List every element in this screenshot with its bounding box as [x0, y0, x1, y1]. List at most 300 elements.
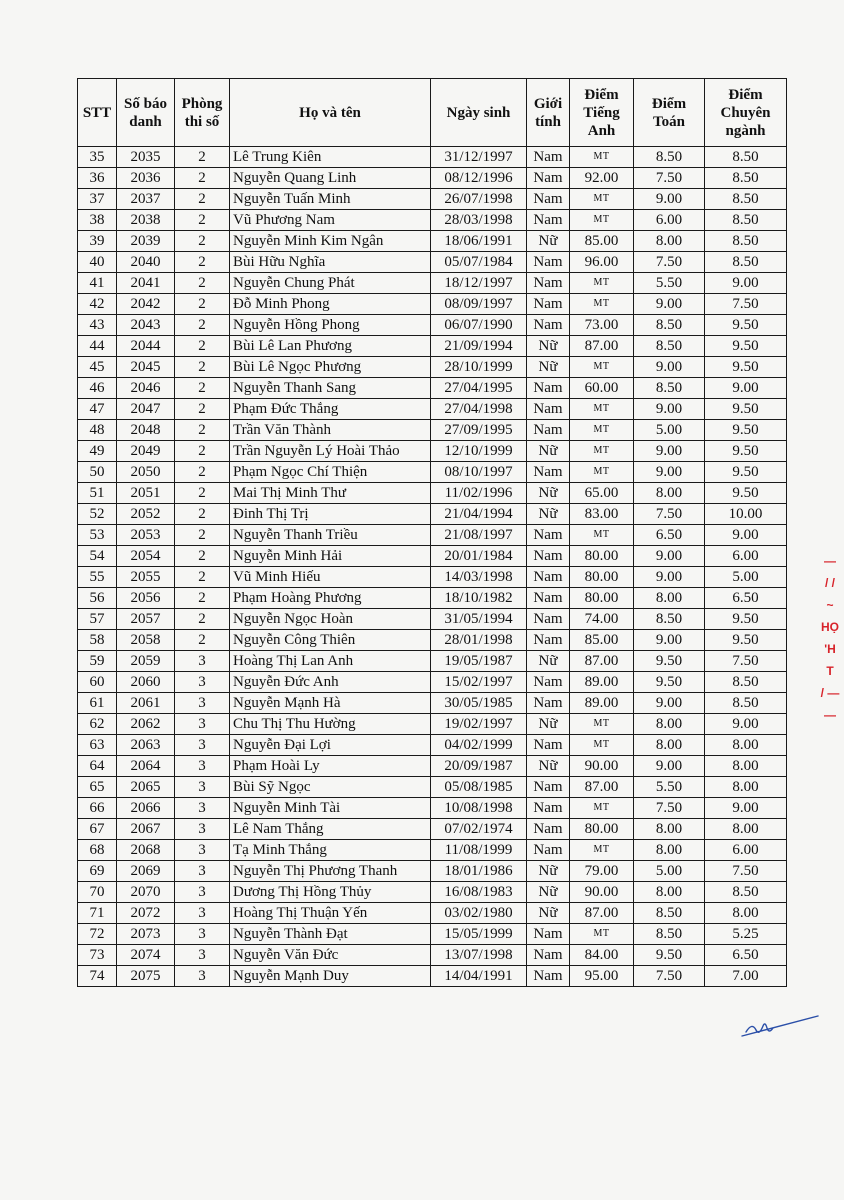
- math-score-cell: 7.50: [634, 966, 705, 987]
- table-row: [78, 378, 787, 399]
- row-number-cell: 36: [78, 168, 117, 189]
- math-score-cell: 9.50: [634, 651, 705, 672]
- row-number-cell: 47: [78, 399, 117, 420]
- row-number-cell: 45: [78, 357, 117, 378]
- gender-cell: Nam: [527, 966, 570, 987]
- english-score-cell: MT: [570, 357, 634, 378]
- major-score-cell: 9.50: [705, 420, 787, 441]
- gender-cell: Nữ: [527, 504, 570, 525]
- math-score-cell: 8.00: [634, 819, 705, 840]
- table-row: [78, 882, 787, 903]
- english-score-cell: 87.00: [570, 651, 634, 672]
- stamp-text: HỌ: [821, 620, 839, 634]
- full-name-cell: Hoàng Thị Thuận Yến: [230, 903, 431, 924]
- row-number-cell: 71: [78, 903, 117, 924]
- birth-date-cell: 27/04/1998: [431, 399, 527, 420]
- gender-cell: Nữ: [527, 483, 570, 504]
- row-number-cell: 74: [78, 966, 117, 987]
- exam-room-cell: 2: [175, 294, 230, 315]
- exam-room-cell: 2: [175, 630, 230, 651]
- full-name-cell: Mai Thị Minh Thư: [230, 483, 431, 504]
- major-score-cell: 8.00: [705, 903, 787, 924]
- candidate-number-cell: 2057: [117, 609, 175, 630]
- birth-date-cell: 27/09/1995: [431, 420, 527, 441]
- row-number-cell: 65: [78, 777, 117, 798]
- row-number-cell: 63: [78, 735, 117, 756]
- english-score-cell: 95.00: [570, 966, 634, 987]
- math-score-cell: 8.50: [634, 378, 705, 399]
- english-score-cell: 90.00: [570, 756, 634, 777]
- candidate-number-cell: 2068: [117, 840, 175, 861]
- gender-cell: Nam: [527, 672, 570, 693]
- gender-cell: Nam: [527, 588, 570, 609]
- candidate-number-cell: 2061: [117, 693, 175, 714]
- full-name-cell: Nguyễn Văn Đức: [230, 945, 431, 966]
- major-score-cell: 8.00: [705, 777, 787, 798]
- candidate-number-cell: 2049: [117, 441, 175, 462]
- exam-room-cell: 3: [175, 903, 230, 924]
- gender-cell: Nữ: [527, 357, 570, 378]
- full-name-cell: Nguyễn Hồng Phong: [230, 315, 431, 336]
- table-row: [78, 651, 787, 672]
- table-row: [78, 441, 787, 462]
- math-score-cell: 9.00: [634, 567, 705, 588]
- full-name-cell: Nguyễn Minh Kim Ngân: [230, 231, 431, 252]
- english-score-cell: MT: [570, 924, 634, 945]
- full-name-cell: Nguyễn Mạnh Hà: [230, 693, 431, 714]
- table-row: [78, 861, 787, 882]
- english-score-cell: 92.00: [570, 168, 634, 189]
- column-header: Điểm Tiếng Anh: [570, 79, 634, 147]
- full-name-cell: Bùi Lê Ngọc Phương: [230, 357, 431, 378]
- english-score-cell: 87.00: [570, 777, 634, 798]
- major-score-cell: 8.50: [705, 231, 787, 252]
- candidate-number-cell: 2054: [117, 546, 175, 567]
- math-score-cell: 8.00: [634, 735, 705, 756]
- major-score-cell: 9.00: [705, 273, 787, 294]
- full-name-cell: Lê Nam Thắng: [230, 819, 431, 840]
- column-header: Ngày sinh: [431, 79, 527, 147]
- table-row: [78, 504, 787, 525]
- english-score-cell: MT: [570, 714, 634, 735]
- english-score-cell: MT: [570, 420, 634, 441]
- english-score-cell: 80.00: [570, 567, 634, 588]
- birth-date-cell: 11/02/1996: [431, 483, 527, 504]
- gender-cell: Nam: [527, 420, 570, 441]
- birth-date-cell: 19/02/1997: [431, 714, 527, 735]
- exam-room-cell: 3: [175, 798, 230, 819]
- column-header: Giới tính: [527, 79, 570, 147]
- exam-room-cell: 3: [175, 693, 230, 714]
- table-row: [78, 756, 787, 777]
- exam-room-cell: 3: [175, 924, 230, 945]
- birth-date-cell: 31/12/1997: [431, 147, 527, 168]
- major-score-cell: 8.00: [705, 756, 787, 777]
- table-row: [78, 714, 787, 735]
- gender-cell: Nam: [527, 525, 570, 546]
- exam-room-cell: 2: [175, 252, 230, 273]
- row-number-cell: 64: [78, 756, 117, 777]
- exam-room-cell: 2: [175, 273, 230, 294]
- row-number-cell: 38: [78, 210, 117, 231]
- english-score-cell: 80.00: [570, 819, 634, 840]
- major-score-cell: 8.50: [705, 693, 787, 714]
- table-row: [78, 189, 787, 210]
- math-score-cell: 8.00: [634, 882, 705, 903]
- birth-date-cell: 03/02/1980: [431, 903, 527, 924]
- english-score-cell: 73.00: [570, 315, 634, 336]
- stamp-text: 'H: [824, 642, 836, 656]
- birth-date-cell: 07/02/1974: [431, 819, 527, 840]
- full-name-cell: Nguyễn Thanh Triều: [230, 525, 431, 546]
- row-number-cell: 35: [78, 147, 117, 168]
- birth-date-cell: 14/03/1998: [431, 567, 527, 588]
- english-score-cell: 74.00: [570, 609, 634, 630]
- major-score-cell: 7.00: [705, 966, 787, 987]
- stamp-text: / /: [824, 576, 835, 590]
- major-score-cell: 9.50: [705, 399, 787, 420]
- major-score-cell: 5.25: [705, 924, 787, 945]
- math-score-cell: 9.00: [634, 630, 705, 651]
- gender-cell: Nam: [527, 189, 570, 210]
- row-number-cell: 46: [78, 378, 117, 399]
- english-score-cell: MT: [570, 294, 634, 315]
- gender-cell: Nam: [527, 399, 570, 420]
- math-score-cell: 9.00: [634, 357, 705, 378]
- exam-room-cell: 3: [175, 861, 230, 882]
- gender-cell: Nam: [527, 252, 570, 273]
- full-name-cell: Đỗ Minh Phong: [230, 294, 431, 315]
- major-score-cell: 9.50: [705, 630, 787, 651]
- full-name-cell: Nguyễn Thành Đạt: [230, 924, 431, 945]
- full-name-cell: Nguyễn Đức Anh: [230, 672, 431, 693]
- table-row: [78, 777, 787, 798]
- candidate-number-cell: 2043: [117, 315, 175, 336]
- candidate-number-cell: 2064: [117, 756, 175, 777]
- birth-date-cell: 28/03/1998: [431, 210, 527, 231]
- exam-room-cell: 2: [175, 441, 230, 462]
- candidate-number-cell: 2062: [117, 714, 175, 735]
- gender-cell: Nam: [527, 840, 570, 861]
- row-number-cell: 68: [78, 840, 117, 861]
- candidate-number-cell: 2048: [117, 420, 175, 441]
- birth-date-cell: 21/09/1994: [431, 336, 527, 357]
- candidate-number-cell: 2037: [117, 189, 175, 210]
- exam-room-cell: 3: [175, 672, 230, 693]
- column-header: Điểm Toán: [634, 79, 705, 147]
- full-name-cell: Bùi Lê Lan Phương: [230, 336, 431, 357]
- table-row: [78, 819, 787, 840]
- candidate-number-cell: 2042: [117, 294, 175, 315]
- candidate-number-cell: 2045: [117, 357, 175, 378]
- math-score-cell: 7.50: [634, 168, 705, 189]
- table-row: [78, 588, 787, 609]
- math-score-cell: 9.00: [634, 462, 705, 483]
- full-name-cell: Phạm Đức Thắng: [230, 399, 431, 420]
- birth-date-cell: 20/09/1987: [431, 756, 527, 777]
- candidate-number-cell: 2041: [117, 273, 175, 294]
- candidate-number-cell: 2056: [117, 588, 175, 609]
- full-name-cell: Nguyễn Minh Tài: [230, 798, 431, 819]
- english-score-cell: 90.00: [570, 882, 634, 903]
- table-body: [78, 147, 787, 987]
- full-name-cell: Lê Trung Kiên: [230, 147, 431, 168]
- math-score-cell: 5.50: [634, 273, 705, 294]
- gender-cell: Nữ: [527, 756, 570, 777]
- full-name-cell: Nguyễn Minh Hải: [230, 546, 431, 567]
- major-score-cell: 9.00: [705, 378, 787, 399]
- full-name-cell: Phạm Hoài Ly: [230, 756, 431, 777]
- candidate-number-cell: 2066: [117, 798, 175, 819]
- full-name-cell: Phạm Ngọc Chí Thiện: [230, 462, 431, 483]
- exam-room-cell: 2: [175, 231, 230, 252]
- candidate-number-cell: 2060: [117, 672, 175, 693]
- gender-cell: Nam: [527, 378, 570, 399]
- birth-date-cell: 19/05/1987: [431, 651, 527, 672]
- major-score-cell: 8.50: [705, 882, 787, 903]
- english-score-cell: MT: [570, 399, 634, 420]
- row-number-cell: 44: [78, 336, 117, 357]
- exam-room-cell: 2: [175, 462, 230, 483]
- english-score-cell: MT: [570, 840, 634, 861]
- row-number-cell: 58: [78, 630, 117, 651]
- table-row: [78, 567, 787, 588]
- english-score-cell: 80.00: [570, 588, 634, 609]
- gender-cell: Nam: [527, 924, 570, 945]
- exam-room-cell: 3: [175, 714, 230, 735]
- candidate-number-cell: 2067: [117, 819, 175, 840]
- gender-cell: Nam: [527, 546, 570, 567]
- major-score-cell: 10.00: [705, 504, 787, 525]
- candidate-number-cell: 2051: [117, 483, 175, 504]
- table-row: [78, 609, 787, 630]
- birth-date-cell: 11/08/1999: [431, 840, 527, 861]
- row-number-cell: 57: [78, 609, 117, 630]
- column-header: Số báo danh: [117, 79, 175, 147]
- math-score-cell: 5.50: [634, 777, 705, 798]
- birth-date-cell: 15/02/1997: [431, 672, 527, 693]
- table-row: [78, 546, 787, 567]
- gender-cell: Nam: [527, 693, 570, 714]
- major-score-cell: 8.50: [705, 252, 787, 273]
- english-score-cell: 89.00: [570, 693, 634, 714]
- candidate-number-cell: 2053: [117, 525, 175, 546]
- row-number-cell: 55: [78, 567, 117, 588]
- math-score-cell: 9.00: [634, 756, 705, 777]
- stamp-text: T: [826, 664, 834, 678]
- table-row: [78, 672, 787, 693]
- birth-date-cell: 04/02/1999: [431, 735, 527, 756]
- major-score-cell: 9.50: [705, 483, 787, 504]
- row-number-cell: 51: [78, 483, 117, 504]
- full-name-cell: Bùi Hữu Nghĩa: [230, 252, 431, 273]
- gender-cell: Nữ: [527, 882, 570, 903]
- exam-room-cell: 3: [175, 735, 230, 756]
- full-name-cell: Trần Văn Thành: [230, 420, 431, 441]
- exam-room-cell: 2: [175, 546, 230, 567]
- major-score-cell: 6.50: [705, 588, 787, 609]
- column-header: Điểm Chuyên ngành: [705, 79, 787, 147]
- candidate-number-cell: 2058: [117, 630, 175, 651]
- birth-date-cell: 13/07/1998: [431, 945, 527, 966]
- row-number-cell: 50: [78, 462, 117, 483]
- gender-cell: Nam: [527, 735, 570, 756]
- row-number-cell: 52: [78, 504, 117, 525]
- candidate-number-cell: 2047: [117, 399, 175, 420]
- row-number-cell: 53: [78, 525, 117, 546]
- gender-cell: Nam: [527, 462, 570, 483]
- gender-cell: Nam: [527, 273, 570, 294]
- exam-room-cell: 2: [175, 483, 230, 504]
- english-score-cell: 65.00: [570, 483, 634, 504]
- major-score-cell: 9.00: [705, 525, 787, 546]
- major-score-cell: 7.50: [705, 861, 787, 882]
- full-name-cell: Phạm Hoàng Phương: [230, 588, 431, 609]
- english-score-cell: MT: [570, 735, 634, 756]
- table-row: [78, 945, 787, 966]
- birth-date-cell: 28/01/1998: [431, 630, 527, 651]
- birth-date-cell: 21/04/1994: [431, 504, 527, 525]
- gender-cell: Nam: [527, 798, 570, 819]
- birth-date-cell: 10/08/1998: [431, 798, 527, 819]
- major-score-cell: 8.50: [705, 189, 787, 210]
- exam-room-cell: 2: [175, 420, 230, 441]
- gender-cell: Nam: [527, 294, 570, 315]
- birth-date-cell: 06/07/1990: [431, 315, 527, 336]
- math-score-cell: 8.50: [634, 336, 705, 357]
- major-score-cell: 9.50: [705, 609, 787, 630]
- math-score-cell: 8.50: [634, 147, 705, 168]
- english-score-cell: 89.00: [570, 672, 634, 693]
- row-number-cell: 66: [78, 798, 117, 819]
- math-score-cell: 7.50: [634, 504, 705, 525]
- stamp-text: ~: [826, 598, 834, 612]
- birth-date-cell: 15/05/1999: [431, 924, 527, 945]
- row-number-cell: 41: [78, 273, 117, 294]
- gender-cell: Nam: [527, 147, 570, 168]
- math-score-cell: 9.00: [634, 693, 705, 714]
- row-number-cell: 61: [78, 693, 117, 714]
- row-number-cell: 56: [78, 588, 117, 609]
- full-name-cell: Nguyễn Quang Linh: [230, 168, 431, 189]
- full-name-cell: Nguyễn Thị Phương Thanh: [230, 861, 431, 882]
- birth-date-cell: 16/08/1983: [431, 882, 527, 903]
- english-score-cell: MT: [570, 798, 634, 819]
- signature-icon: [740, 1010, 820, 1040]
- full-name-cell: Nguyễn Công Thiên: [230, 630, 431, 651]
- birth-date-cell: 12/10/1999: [431, 441, 527, 462]
- major-score-cell: 9.50: [705, 315, 787, 336]
- candidate-number-cell: 2046: [117, 378, 175, 399]
- table-row: [78, 420, 787, 441]
- math-score-cell: 5.00: [634, 861, 705, 882]
- row-number-cell: 54: [78, 546, 117, 567]
- english-score-cell: 80.00: [570, 546, 634, 567]
- english-score-cell: MT: [570, 273, 634, 294]
- row-number-cell: 39: [78, 231, 117, 252]
- birth-date-cell: 18/10/1982: [431, 588, 527, 609]
- exam-room-cell: 2: [175, 210, 230, 231]
- gender-cell: Nam: [527, 819, 570, 840]
- exam-room-cell: 2: [175, 567, 230, 588]
- full-name-cell: Nguyễn Thanh Sang: [230, 378, 431, 399]
- candidate-number-cell: 2070: [117, 882, 175, 903]
- candidate-number-cell: 2050: [117, 462, 175, 483]
- birth-date-cell: 14/04/1991: [431, 966, 527, 987]
- math-score-cell: 9.00: [634, 294, 705, 315]
- row-number-cell: 62: [78, 714, 117, 735]
- row-number-cell: 37: [78, 189, 117, 210]
- exam-room-cell: 2: [175, 609, 230, 630]
- english-score-cell: MT: [570, 210, 634, 231]
- math-score-cell: 9.00: [634, 546, 705, 567]
- birth-date-cell: 27/04/1995: [431, 378, 527, 399]
- row-number-cell: 59: [78, 651, 117, 672]
- math-score-cell: 9.00: [634, 441, 705, 462]
- full-name-cell: Nguyễn Đại Lợi: [230, 735, 431, 756]
- exam-room-cell: 2: [175, 525, 230, 546]
- candidate-number-cell: 2075: [117, 966, 175, 987]
- table-row: [78, 462, 787, 483]
- english-score-cell: MT: [570, 147, 634, 168]
- exam-room-cell: 3: [175, 819, 230, 840]
- gender-cell: Nam: [527, 168, 570, 189]
- math-score-cell: 8.00: [634, 588, 705, 609]
- full-name-cell: Bùi Sỹ Ngọc: [230, 777, 431, 798]
- table-row: [78, 168, 787, 189]
- candidate-number-cell: 2069: [117, 861, 175, 882]
- birth-date-cell: 30/05/1985: [431, 693, 527, 714]
- exam-room-cell: 2: [175, 147, 230, 168]
- gender-cell: Nam: [527, 609, 570, 630]
- math-score-cell: 9.00: [634, 399, 705, 420]
- english-score-cell: 85.00: [570, 630, 634, 651]
- major-score-cell: 9.50: [705, 441, 787, 462]
- stamp-text: —: [824, 554, 836, 568]
- major-score-cell: 9.50: [705, 357, 787, 378]
- candidate-number-cell: 2038: [117, 210, 175, 231]
- major-score-cell: 6.00: [705, 840, 787, 861]
- english-score-cell: 96.00: [570, 252, 634, 273]
- english-score-cell: 84.00: [570, 945, 634, 966]
- gender-cell: Nữ: [527, 903, 570, 924]
- table-row: [78, 966, 787, 987]
- gender-cell: Nam: [527, 210, 570, 231]
- row-number-cell: 60: [78, 672, 117, 693]
- major-score-cell: 7.50: [705, 294, 787, 315]
- gender-cell: Nam: [527, 945, 570, 966]
- math-score-cell: 8.00: [634, 483, 705, 504]
- candidate-number-cell: 2063: [117, 735, 175, 756]
- candidate-number-cell: 2044: [117, 336, 175, 357]
- row-number-cell: 69: [78, 861, 117, 882]
- math-score-cell: 6.50: [634, 525, 705, 546]
- major-score-cell: 9.50: [705, 336, 787, 357]
- exam-room-cell: 2: [175, 588, 230, 609]
- table-row: [78, 252, 787, 273]
- table-row: [78, 231, 787, 252]
- candidate-number-cell: 2074: [117, 945, 175, 966]
- candidate-number-cell: 2055: [117, 567, 175, 588]
- gender-cell: Nam: [527, 315, 570, 336]
- candidate-number-cell: 2073: [117, 924, 175, 945]
- full-name-cell: Chu Thị Thu Hường: [230, 714, 431, 735]
- math-score-cell: 8.50: [634, 903, 705, 924]
- row-number-cell: 67: [78, 819, 117, 840]
- birth-date-cell: 31/05/1994: [431, 609, 527, 630]
- candidate-number-cell: 2036: [117, 168, 175, 189]
- table-row: [78, 840, 787, 861]
